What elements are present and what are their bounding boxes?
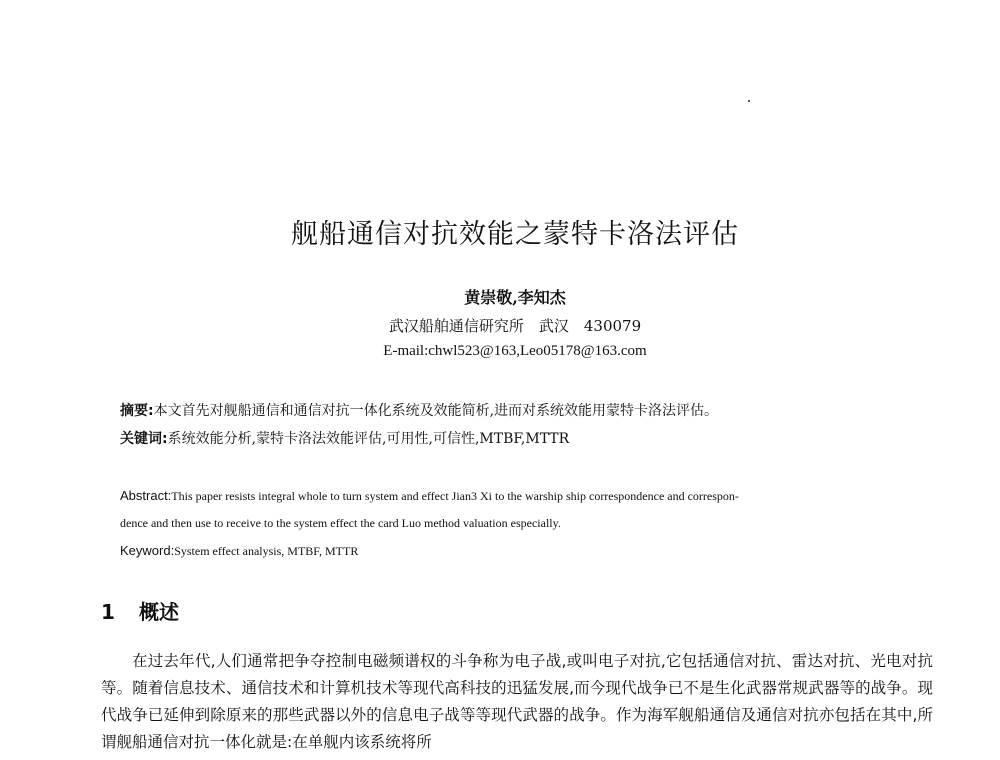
abstract-cn-text: 本文首先对舰船通信和通信对抗一体化系统及效能简析,进而对系统效能用蒙特卡洛法评估。 bbox=[153, 403, 719, 419]
abstract-cn bbox=[120, 400, 718, 420]
author-email: E-mail:chwl523@163,Leo05178@163.com bbox=[383, 343, 647, 359]
keywords-cn bbox=[120, 428, 569, 448]
abstract-en-text-1: This paper resists integral whole to turn system and effect Jian3 Xi to the warship ship correspondence and correspon- bbox=[171, 489, 739, 503]
abstract-en-line-2: dence and then use to receive to the system effect the card Luo method valuation especially. bbox=[120, 516, 561, 530]
section-title: 概述 bbox=[139, 600, 179, 624]
paper-title: 舰船通信对抗效能之蒙特卡洛法评估 bbox=[291, 219, 739, 250]
abstract-en-label: Abstract: bbox=[120, 488, 172, 503]
abstract-en-line-1 bbox=[120, 488, 739, 504]
body-paragraph: 在过去年代,人们通常把争夺控制电磁频谱权的斗争称为电子战,或叫电子对抗,它包括通信对抗、雷达对抗、光电对抗等。随着信息技术、通信技术和计算机技术等现代高科技的迅猛发展,而今现代战争已不是生化武器常规武器等的战争。现代战争已延伸到除原来的那些武器以外的信息电子战等等现代武器的战争。作为海军舰船通信及通信对抗亦包括在其中,所谓舰船通信对抗一体化就是:在单舰内该系统将所 bbox=[101, 652, 933, 751]
affiliation: 武汉船舶通信研究所 武汉 430079 bbox=[388, 317, 642, 335]
abstract-cn-label: 摘要: bbox=[120, 403, 154, 419]
author-list: 黄崇敬,李知杰 bbox=[464, 288, 566, 307]
keyword-en bbox=[120, 543, 358, 559]
keywords-cn-label: 关键词: bbox=[120, 431, 168, 447]
section-number: 1 bbox=[101, 600, 115, 624]
scan-speck bbox=[748, 100, 750, 102]
section-heading bbox=[101, 596, 179, 625]
keywords-cn-text: 系统效能分析,蒙特卡洛法效能评估,可用性,可信性,MTBF,MTTR bbox=[167, 431, 570, 447]
keyword-en-label: Keyword: bbox=[120, 543, 175, 558]
keyword-en-text: System effect analysis, MTBF, MTTR bbox=[174, 544, 359, 558]
